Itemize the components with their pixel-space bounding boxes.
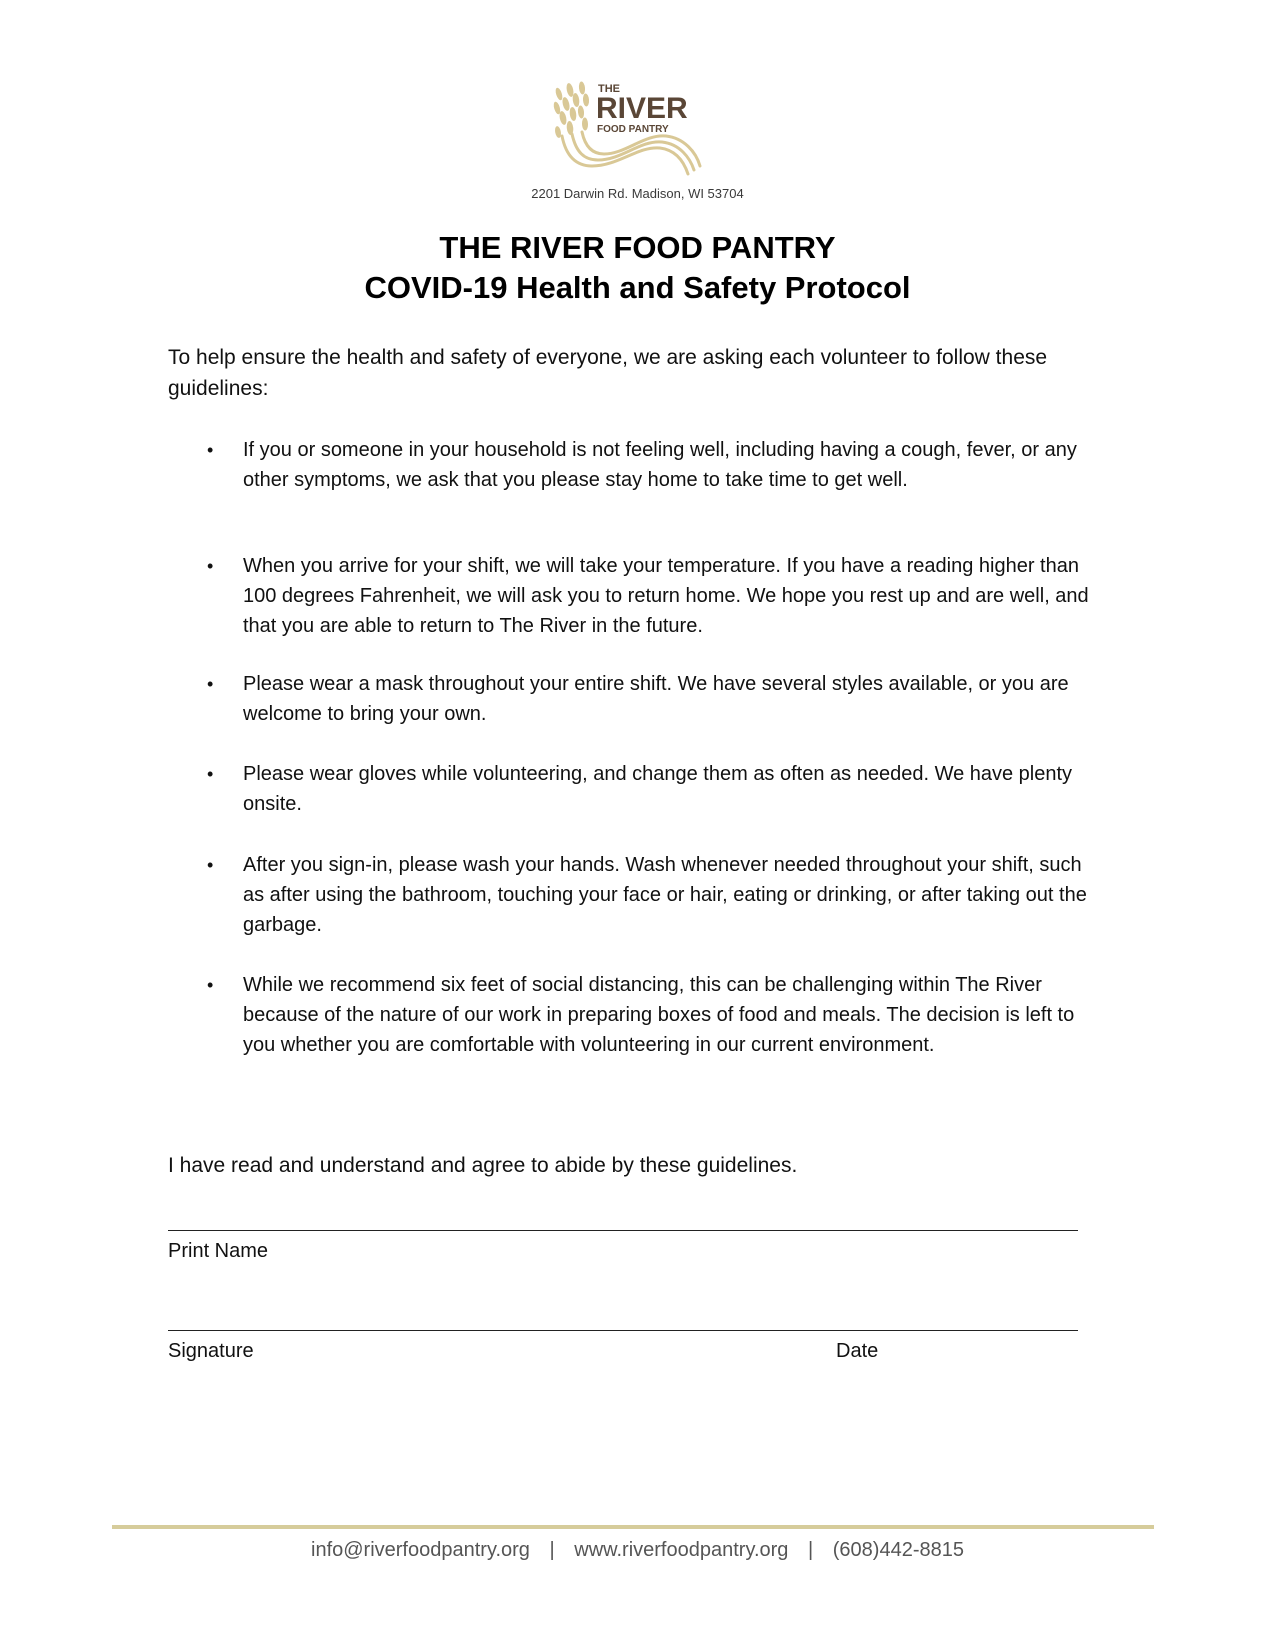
- footer-contact: [0, 1539, 1275, 1562]
- bullet-icon: •: [207, 556, 214, 576]
- bullet-icon: •: [207, 855, 214, 875]
- signature-label: Signature: [168, 1340, 254, 1362]
- guideline-text: After you sign-in, please wash your hands. Wash whenever needed throughout your shift, such as after using the bathroom, touching your face or hair, eating or drinking, or after taking out the garbage.: [243, 854, 1087, 936]
- date-label: Date: [836, 1340, 879, 1362]
- title-protocol: COVID-19 Health and Safety Protocol: [364, 270, 911, 305]
- guideline-text: When you arrive for your shift, we will take your temperature. If you have a reading higher than 100 degrees Fahrenheit, we will ask you to return home. We hope you rest up and are well, and that you are able to return to The River in the future.: [243, 555, 1089, 637]
- guideline-text: If you or someone in your household is not feeling well, including having a cough, fever, or any other symptoms, we ask that you please stay home to take time to get well.: [243, 439, 1077, 491]
- title-organization: THE RIVER FOOD PANTRY: [439, 230, 836, 265]
- bullet-icon: •: [207, 440, 214, 460]
- print-name-label: Print Name: [168, 1240, 269, 1262]
- intro-paragraph: To help ensure the health and safety of everyone, we are asking each volunteer to follow these guidelines:: [168, 346, 1048, 400]
- footer-separator: |: [808, 1539, 814, 1561]
- logo-text-river: RIVER: [596, 92, 688, 125]
- footer-separator: |: [549, 1539, 555, 1561]
- footer-divider: [112, 1525, 1154, 1529]
- agreement-statement: I have read and understand and agree to abide by these guidelines.: [168, 1154, 798, 1177]
- logo-text-the: THE: [598, 83, 620, 95]
- guideline-text: Please wear gloves while volunteering, and change them as often as needed. We have plenty onsite.: [243, 763, 1073, 815]
- river-food-pantry-logo: [548, 70, 708, 182]
- organization-address: 2201 Darwin Rd. Madison, WI 53704: [531, 186, 744, 201]
- bullet-icon: •: [207, 674, 214, 694]
- guideline-text: Please wear a mask throughout your entire shift. We have several styles available, or you are welcome to bring your own.: [243, 673, 1069, 725]
- bullet-icon: •: [207, 975, 214, 995]
- document-title: [0, 228, 1275, 308]
- bullet-icon: •: [207, 764, 214, 784]
- footer-website: www.riverfoodpantry.org: [574, 1539, 789, 1561]
- footer-phone: (608)442-8815: [832, 1539, 964, 1561]
- signature-line[interactable]: [168, 1330, 1078, 1331]
- guideline-text: While we recommend six feet of social distancing, this can be challenging within The River because of the nature of our work in preparing boxes of food and meals. The decision is left to you whether you are comfortable with volunteering in our current environment.: [243, 974, 1075, 1056]
- logo-text-food-pantry: FOOD PANTRY: [597, 124, 669, 135]
- print-name-line[interactable]: [168, 1230, 1078, 1231]
- footer-email: info@riverfoodpantry.org: [311, 1539, 530, 1561]
